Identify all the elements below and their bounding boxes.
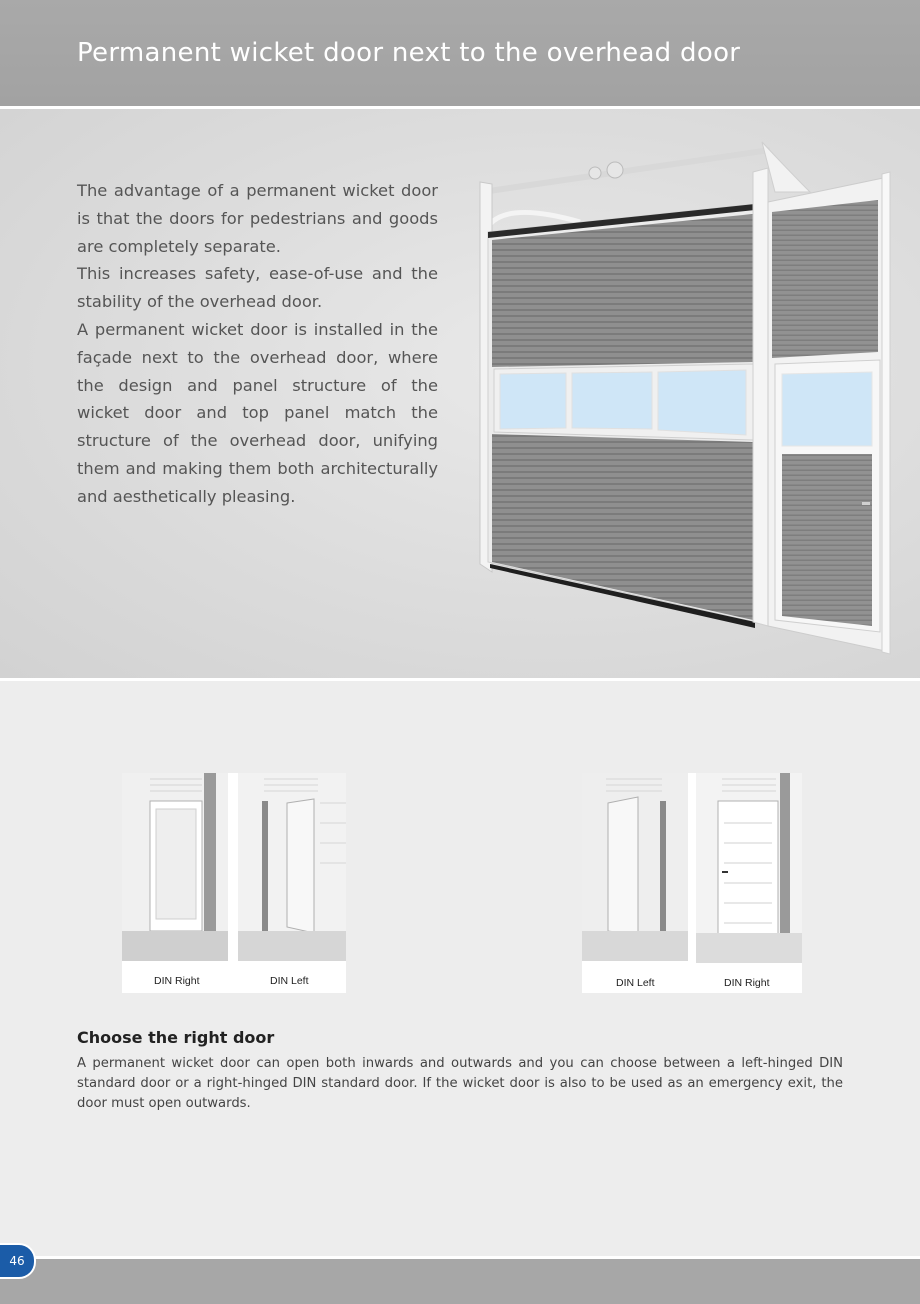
caption-din-left-2: DIN Left [616, 977, 655, 989]
page-number-badge: 46 [0, 1243, 36, 1279]
thumbnail-group-left [122, 773, 346, 993]
intro-text [77, 177, 438, 511]
door-variants-right-image [582, 773, 802, 993]
door-variants-left-image [122, 773, 346, 993]
overhead-door-illustration [470, 132, 910, 662]
thumbnail-group-right [582, 773, 802, 993]
page-header [0, 0, 920, 109]
caption-din-right: DIN Right [154, 975, 200, 987]
caption-din-right-2: DIN Right [724, 977, 770, 989]
section-title: Choose the right door [77, 1028, 275, 1047]
page-footer [0, 1256, 920, 1304]
section-body: A permanent wicket door can open both inwards and outwards and you can choose between a left-hinged DIN standard door or a right-hinged DIN standard door. If the wicket door is also to be used as an emergency exit, the door must open outwards. [77, 1056, 843, 1111]
intro-paragraph-2: This increases safety, ease-of-use and the stability of the overhead door. [77, 264, 438, 312]
caption-din-left: DIN Left [270, 975, 309, 987]
intro-paragraph-3: A permanent wicket door is installed in the façade next to the overhead door, where the design and panel structure of the wicket door and top panel match the structure of the overhead door, unifying them and making them both architecturally and aesthetically pleasing. [77, 319, 438, 506]
intro-paragraph-1: The advantage of a permanent wicket door is that the doors for pedestrians and goods are completely separate. [77, 181, 438, 256]
page-title: Permanent wicket door next to the overhead door [77, 38, 741, 68]
